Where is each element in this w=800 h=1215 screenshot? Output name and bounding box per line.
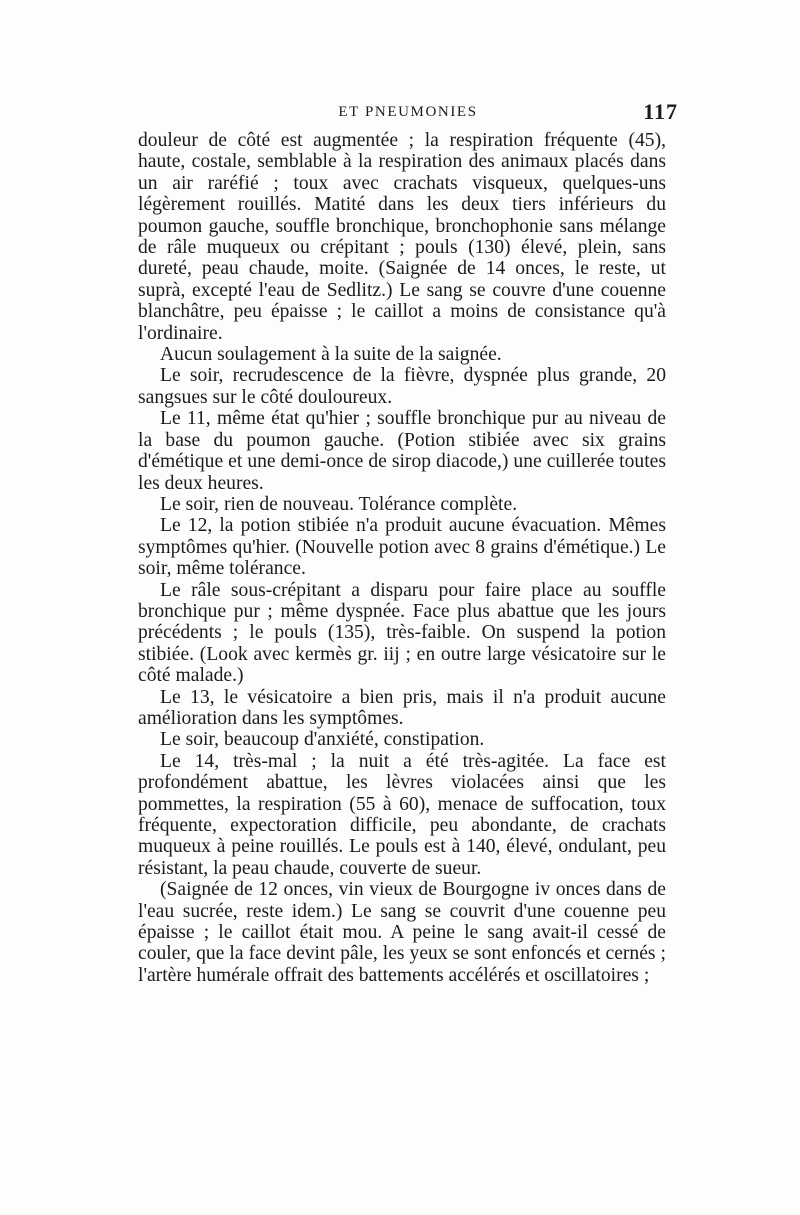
running-title: ET PNEUMONIES — [338, 104, 478, 120]
paragraph: Le 13, le vésicatoire a bien pris, mais il n'a produit aucune amélioration dans les symptômes. — [138, 686, 666, 729]
body-text — [138, 130, 666, 986]
paragraph: Le râle sous-crépitant a disparu pour faire place au souffle bronchique pur ; même dyspnée. Face plus abattue que les jours précédents ; le pouls (135), très-faible. On suspend la potion stibiée. (Look avec kermès gr. iij ; en outre large vésicatoire sur le côté malade.) — [138, 579, 666, 687]
paragraph: Le 12, la potion stibiée n'a produit aucune évacuation. Mêmes symptômes qu'hier. (Nouvelle potion avec 8 grains d'émétique.) Le soir, même tolérance. — [138, 515, 666, 580]
paragraph: Aucun soulagement à la suite de la saignée. — [160, 344, 502, 366]
paragraph: Le soir, beaucoup d'anxiété, constipation. — [160, 729, 485, 751]
paragraph: (Saignée de 12 onces, vin vieux de Bourgogne iv onces dans de l'eau sucrée, reste idem.) Le sang se couvrit d'une couenne peu épaisse ; le caillot était mou. A peine le sang avait-il cessé de couler, que la face devint pâle, les yeux se sont enfoncés et cernés ; l'artère humérale offrait des battements accélérés et oscillatoires ; — [138, 879, 666, 986]
paragraph: Le soir, recrudescence de la fièvre, dyspnée plus grande, 20 sangsues sur le côté douloureux. — [138, 365, 666, 408]
paragraph: Le soir, rien de nouveau. Tolérance complète. — [160, 493, 518, 515]
paragraph: Le 14, très-mal ; la nuit a été très-agitée. La face est profondément abattue, les lèvres violacées ainsi que les pommettes, la respiration (55 à 60), menace de suffocation, toux fréquente, expectoration difficile, peu abondante, de crachats muqueux à peine rouillés. Le pouls est à 140, élevé, ondulant, peu résistant, la peau chaude, couverte de sueur. — [138, 750, 666, 879]
paragraph: douleur de côté est augmentée ; la respiration fréquente (45), haute, costale, semblable à la respiration des animaux placés dans un air raréfié ; toux avec crachats visqueux, quelques-uns légèrement rouillés. Matité dans les deux tiers inférieurs du poumon gauche, souffle bronchique, bronchophonie sans mélange de râle muqueux ou crépitant ; pouls (130) élevé, plein, sans dureté, peau chaude, moite. (Saignée de 14 onces, le reste, ut suprà, excepté l'eau de Sedlitz.) Le sang se couvre d'une couenne blanchâtre, peu épaisse ; le caillot a moins de consistance qu'à l'ordinaire. — [138, 130, 666, 344]
page-number: 117 — [643, 99, 678, 124]
page-header — [138, 101, 678, 127]
paragraph: Le 11, même état qu'hier ; souffle bronchique pur au niveau de la base du poumon gauche. (Potion stibiée avec six grains d'émétique et une demi-once de sirop diacode,) une cuillerée toutes les deux heures. — [138, 408, 666, 494]
